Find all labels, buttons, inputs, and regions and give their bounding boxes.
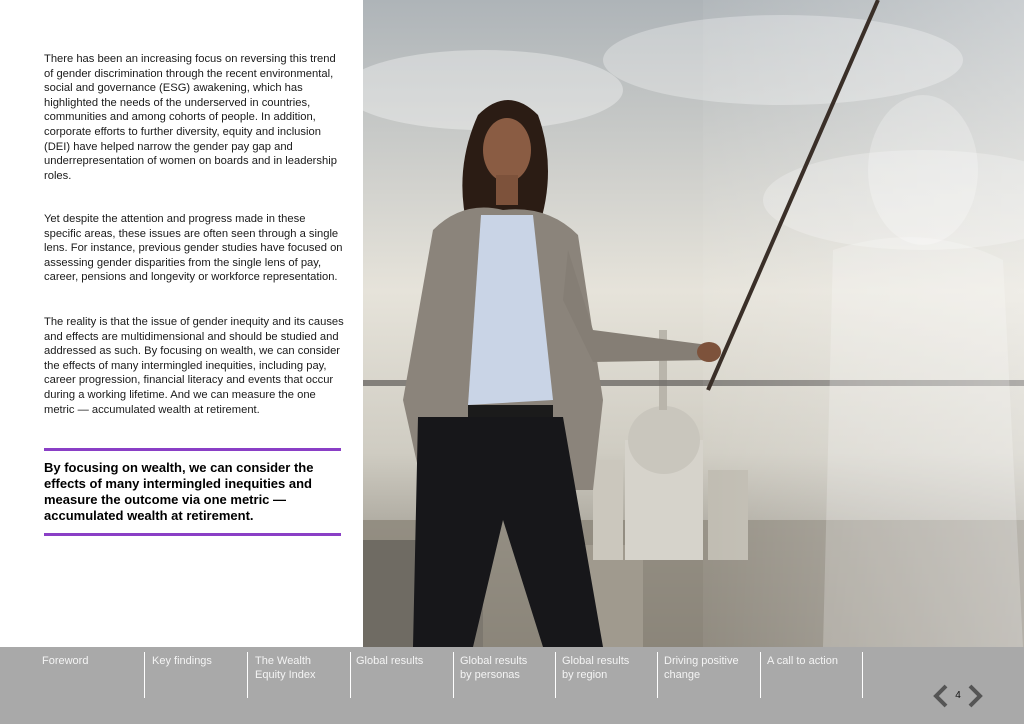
nav-divider	[350, 652, 351, 698]
nav-label-line2: by personas	[460, 668, 520, 681]
page-number: 4	[955, 690, 961, 701]
body-paragraph-1: There has been an increasing focus on reversing this trend of gender discrimination through the recent environmental, social and governance (ESG) awakening, which has highlighted the needs of the underserved in countries, communities and among cohorts of people. In addition, corporate efforts to further diversity, equity and inclusion (DEI) have helped narrow the gender pay gap and underrepresentation of women on boards and in leadership roles.	[44, 53, 337, 182]
nav-label: The Wealth	[255, 655, 312, 667]
nav-divider	[555, 652, 556, 698]
nav-label: Global results	[460, 655, 528, 667]
nav-item-call-to-action[interactable]	[767, 647, 859, 699]
body-paragraph-3: The reality is that the issue of gender inequity and its causes and effects are multidimensional and should be studied and addressed as such. By focusing on wealth, we can consider the effects of many intermingled inequities, including pay, career progression, financial literacy and events that occur during a working lifetime. And we can measure the one metric — accumulated wealth at retirement.	[44, 316, 344, 416]
nav-item-key-findings[interactable]	[152, 647, 244, 699]
nav-item-global-results-personas[interactable]	[460, 647, 552, 699]
nav-label-line2: Equity Index	[255, 668, 316, 681]
body-paragraph-2: Yet despite the attention and progress made in these specific areas, these issues are often seen through a single lens. For instance, previous gender studies have focused on assessing gender disparities from the single lens of pay, career, pensions and longevity or workforce representation.	[44, 213, 343, 284]
nav-label: Global results	[356, 655, 424, 667]
nav-label: Key findings	[152, 655, 212, 667]
nav-label: A call to action	[767, 655, 838, 667]
nav-divider	[144, 652, 145, 698]
photo-illustration	[363, 0, 1024, 647]
pull-quote: By focusing on wealth, we can consider the effects of many intermingled inequities and measure the outcome via one metric — accumulated wealth at retirement.	[44, 460, 314, 523]
nav-item-global-results-region[interactable]	[562, 647, 654, 699]
nav-label-line2: change	[664, 668, 701, 681]
nav-divider	[247, 652, 248, 698]
nav-item-global-results[interactable]	[356, 647, 452, 699]
pull-quote-rule-top	[44, 448, 341, 451]
nav-divider	[657, 652, 658, 698]
pull-quote-rule-bottom	[44, 533, 341, 536]
footer-nav	[0, 647, 1024, 724]
nav-divider	[760, 652, 761, 698]
text-column	[0, 0, 363, 647]
chevron-right-icon[interactable]	[970, 686, 980, 706]
nav-divider	[862, 652, 863, 698]
hero-photo	[363, 0, 1024, 647]
nav-label: Global results	[562, 655, 630, 667]
nav-item-driving-change[interactable]	[664, 647, 760, 699]
nav-label: Foreword	[42, 655, 89, 667]
nav-item-wealth-equity-index[interactable]	[255, 647, 347, 699]
nav-label-line2: by region	[562, 668, 608, 681]
chevron-left-icon[interactable]	[936, 686, 946, 706]
nav-divider	[453, 652, 454, 698]
nav-item-foreword[interactable]	[42, 647, 140, 699]
nav-label: Driving positive	[664, 655, 739, 667]
